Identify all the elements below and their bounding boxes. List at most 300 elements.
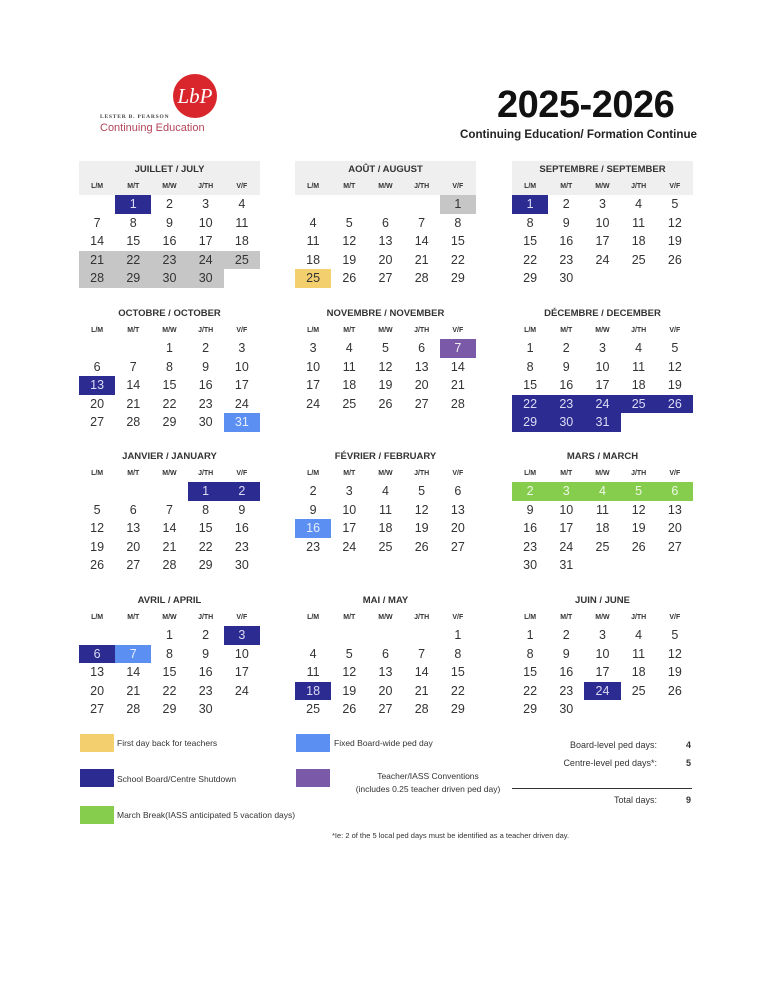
day-cell: 30 xyxy=(548,413,584,432)
legend-swatch-march-break xyxy=(80,806,114,824)
day-cell: 14 xyxy=(90,234,105,248)
week-row xyxy=(79,251,260,270)
week-row xyxy=(512,556,693,575)
month-4 xyxy=(79,305,260,432)
day-cell: 18 xyxy=(295,682,331,701)
day-cell: 20 xyxy=(378,252,393,267)
day-cell xyxy=(79,626,115,645)
day-cell: 12 xyxy=(414,502,429,517)
month-header xyxy=(295,161,476,195)
month-title: AVRIL / APRIL xyxy=(137,595,202,606)
day-cell: 21 xyxy=(450,378,465,392)
day-cell: 6 xyxy=(454,484,462,498)
week-row xyxy=(295,251,476,270)
day-cell: 26 xyxy=(414,539,429,554)
day-cell: 19 xyxy=(631,521,646,535)
day-cell: 25 xyxy=(631,252,646,267)
weekday-label: M/W xyxy=(595,470,610,477)
day-cell xyxy=(657,556,693,575)
weekday-label: M/T xyxy=(560,470,573,477)
weekday-label: J/TH xyxy=(414,614,430,621)
total-days-value: 9 xyxy=(686,795,692,805)
day-cell: 23 xyxy=(306,539,321,554)
day-cell: 22 xyxy=(198,539,213,554)
week-row xyxy=(512,195,693,214)
month-header xyxy=(512,161,693,195)
day-cell: 14 xyxy=(126,378,141,392)
day-cell: 22 xyxy=(162,396,177,411)
day-cell: 13 xyxy=(667,502,682,517)
weekday-label: J/TH xyxy=(414,470,430,477)
legend-swatch-first-day xyxy=(80,734,114,752)
day-cell: 5 xyxy=(621,482,657,501)
day-cell: 7 xyxy=(93,215,101,230)
day-cell: 15 xyxy=(523,378,538,392)
day-cell: 18 xyxy=(631,665,646,679)
weekday-label: M/T xyxy=(343,327,356,334)
day-cell: 29 xyxy=(523,271,538,285)
weekday-label: M/T xyxy=(560,614,573,621)
centre-ped-days-label: Centre-level ped days*: xyxy=(563,758,657,768)
day-cell: 2 xyxy=(562,341,570,355)
month-header xyxy=(79,305,260,339)
day-cell: 11 xyxy=(595,502,609,517)
month-10 xyxy=(79,592,260,719)
day-cell: 15 xyxy=(162,665,177,679)
day-cell: 22 xyxy=(523,683,538,698)
day-cell: 10 xyxy=(198,215,213,230)
day-cell: 19 xyxy=(667,234,682,248)
day-cell: 16 xyxy=(559,378,574,392)
weekday-row xyxy=(512,322,693,337)
logo-program-name: Continuing Education xyxy=(100,122,205,134)
logo-badge: LbP xyxy=(173,74,217,118)
week-row xyxy=(295,700,476,719)
day-cell xyxy=(331,195,367,214)
day-cell: 25 xyxy=(295,269,331,288)
weekday-label: L/M xyxy=(524,327,537,334)
week-row xyxy=(79,395,260,414)
day-cell xyxy=(621,700,657,719)
week-row xyxy=(79,214,260,233)
weekday-label: L/M xyxy=(524,614,537,621)
day-cell xyxy=(224,700,260,719)
day-cell: 12 xyxy=(342,665,357,679)
day-cell: 8 xyxy=(165,359,173,374)
day-cell: 5 xyxy=(418,484,426,498)
day-cell: 26 xyxy=(667,683,682,698)
day-cell xyxy=(584,556,620,575)
day-cell: 28 xyxy=(414,702,429,716)
day-cell: 17 xyxy=(234,665,249,679)
day-cell: 27 xyxy=(667,539,682,554)
logo xyxy=(95,70,255,140)
day-cell: 31 xyxy=(559,558,574,572)
day-cell xyxy=(295,626,331,645)
weekday-label: V/F xyxy=(452,614,464,621)
day-cell: 14 xyxy=(414,234,429,248)
day-cell: 30 xyxy=(151,269,187,288)
day-cell: 7 xyxy=(418,646,426,661)
day-cell: 2 xyxy=(202,341,210,355)
day-cell xyxy=(367,195,403,214)
day-cell: 4 xyxy=(238,197,246,211)
day-cell: 24 xyxy=(234,396,249,411)
week-row xyxy=(79,339,260,358)
month-header xyxy=(512,592,693,626)
weekday-label: M/W xyxy=(162,614,177,621)
day-cell: 25 xyxy=(631,683,646,698)
day-cell: 13 xyxy=(414,359,429,374)
day-cell: 8 xyxy=(526,646,534,661)
day-cell: 12 xyxy=(90,521,105,535)
day-cell xyxy=(584,269,620,288)
weekday-label: M/W xyxy=(595,614,610,621)
weekday-label: M/T xyxy=(127,327,140,334)
day-cell: 17 xyxy=(595,378,610,392)
day-cell: 26 xyxy=(657,395,693,414)
day-cell: 24 xyxy=(595,252,610,267)
footnote: *Ie: 2 of the 5 local ped days must be identified as a teacher driven day. xyxy=(332,831,570,840)
day-cell xyxy=(115,482,151,501)
day-cell: 18 xyxy=(631,378,646,392)
day-cell: 22 xyxy=(450,252,465,267)
weekday-label: M/W xyxy=(162,470,177,477)
month-title: JUILLET / JULY xyxy=(134,164,205,175)
day-cell: 12 xyxy=(631,502,646,517)
weekday-label: L/M xyxy=(307,614,320,621)
weekday-label: J/TH xyxy=(414,183,430,190)
day-cell: 24 xyxy=(342,539,357,554)
day-cell: 27 xyxy=(90,702,105,716)
day-cell: 2 xyxy=(562,628,570,642)
weekday-label: M/W xyxy=(595,327,610,334)
day-cell xyxy=(657,413,693,432)
day-cell: 28 xyxy=(162,558,177,572)
month-title: DÉCEMBRE / DECEMBER xyxy=(544,308,661,319)
day-cell: 26 xyxy=(667,252,682,267)
month-title: SEPTEMBRE / SEPTEMBER xyxy=(539,164,666,175)
month-6 xyxy=(512,305,693,432)
weekday-label: J/TH xyxy=(198,327,214,334)
week-row xyxy=(512,395,693,414)
day-cell: 16 xyxy=(523,521,538,535)
day-cell: 9 xyxy=(202,359,210,374)
day-cell: 9 xyxy=(562,215,570,230)
day-cell: 12 xyxy=(667,215,682,230)
day-cell: 9 xyxy=(309,502,317,517)
day-cell: 5 xyxy=(345,215,353,230)
day-cell: 31 xyxy=(224,413,260,432)
weekday-label: V/F xyxy=(236,327,248,334)
day-cell: 1 xyxy=(526,628,534,642)
day-cell xyxy=(79,339,115,358)
weekday-label: J/TH xyxy=(631,183,647,190)
day-cell: 25 xyxy=(595,539,610,554)
day-cell: 1 xyxy=(512,195,548,214)
day-cell: 4 xyxy=(635,197,643,211)
day-cell: 8 xyxy=(526,359,534,374)
total-days-label: Total days: xyxy=(613,795,657,805)
day-cell: 23 xyxy=(198,396,213,411)
week-row xyxy=(295,663,476,682)
day-cell xyxy=(151,482,187,501)
day-cell: 23 xyxy=(559,252,574,267)
day-cell: 7 xyxy=(165,502,173,517)
day-cell: 14 xyxy=(162,521,177,535)
day-cell: 21 xyxy=(126,683,141,698)
day-cell: 4 xyxy=(345,341,353,355)
day-cell: 26 xyxy=(342,702,357,716)
day-cell: 4 xyxy=(635,628,643,642)
weekday-label: J/TH xyxy=(631,470,647,477)
day-cell: 22 xyxy=(523,252,538,267)
weekday-label: J/TH xyxy=(198,470,214,477)
day-cell: 19 xyxy=(342,683,357,698)
day-cell: 11 xyxy=(306,665,320,679)
weekday-row xyxy=(79,178,260,193)
day-cell: 30 xyxy=(198,702,213,716)
month-header xyxy=(79,448,260,482)
day-cell: 10 xyxy=(559,502,574,517)
weekday-label: V/F xyxy=(236,183,248,190)
day-cell: 6 xyxy=(79,645,115,664)
month-title: OCTOBRE / OCTOBER xyxy=(118,308,221,319)
month-header xyxy=(295,592,476,626)
day-cell: 11 xyxy=(632,359,646,374)
day-cell: 14 xyxy=(450,359,465,374)
weekday-label: J/TH xyxy=(198,614,214,621)
week-row xyxy=(512,251,693,270)
day-cell: 3 xyxy=(345,484,353,498)
week-row xyxy=(512,413,693,432)
weekday-label: V/F xyxy=(669,614,681,621)
day-cell: 7 xyxy=(418,215,426,230)
day-cell: 31 xyxy=(584,413,620,432)
week-row xyxy=(512,700,693,719)
month-title: MAI / MAY xyxy=(362,595,409,606)
weekday-label: V/F xyxy=(236,470,248,477)
totals-divider xyxy=(512,788,692,789)
legend-swatch-conventions xyxy=(296,769,330,787)
day-cell: 10 xyxy=(234,646,249,661)
day-cell: 5 xyxy=(93,502,101,517)
day-cell: 6 xyxy=(129,502,137,517)
weekday-label: L/M xyxy=(91,614,104,621)
day-cell xyxy=(115,626,151,645)
month-header xyxy=(295,305,476,339)
legend-swatch-board-ped-day xyxy=(296,734,330,752)
month-9 xyxy=(512,448,693,575)
day-cell: 25 xyxy=(621,395,657,414)
day-cell: 17 xyxy=(559,521,574,535)
day-cell: 24 xyxy=(306,396,321,411)
day-cell: 23 xyxy=(523,539,538,554)
day-cell: 26 xyxy=(90,558,105,572)
weekday-row xyxy=(79,609,260,624)
day-cell: 29 xyxy=(115,269,151,288)
day-cell: 23 xyxy=(548,395,584,414)
week-row xyxy=(79,482,260,501)
day-cell: 9 xyxy=(562,646,570,661)
day-cell: 3 xyxy=(548,482,584,501)
month-title: JUIN / JUNE xyxy=(575,595,630,606)
day-cell: 27 xyxy=(414,396,429,411)
day-cell: 15 xyxy=(523,234,538,248)
day-cell: 6 xyxy=(381,646,389,661)
day-cell: 27 xyxy=(450,539,465,554)
month-1 xyxy=(79,161,260,288)
day-cell: 3 xyxy=(238,341,246,355)
day-cell: 16 xyxy=(198,665,213,679)
day-cell: 15 xyxy=(450,665,465,679)
week-row xyxy=(512,269,693,288)
weekday-label: M/W xyxy=(378,614,393,621)
day-cell: 30 xyxy=(559,271,574,285)
weekday-row xyxy=(295,322,476,337)
day-cell: 16 xyxy=(559,234,574,248)
day-cell: 1 xyxy=(440,195,476,214)
day-cell: 19 xyxy=(414,521,429,535)
month-12 xyxy=(512,592,693,719)
board-ped-days-value: 4 xyxy=(686,740,692,750)
logo-org-name: LESTER B. PEARSON xyxy=(100,114,170,120)
day-cell: 3 xyxy=(202,197,210,211)
day-cell: 29 xyxy=(450,702,465,716)
day-cell: 3 xyxy=(224,626,260,645)
day-cell: 22 xyxy=(512,395,548,414)
weekday-label: M/T xyxy=(127,614,140,621)
day-cell: 14 xyxy=(126,665,141,679)
day-cell: 29 xyxy=(162,702,177,716)
weekday-label: M/T xyxy=(560,183,573,190)
week-row xyxy=(79,269,260,288)
week-row xyxy=(79,663,260,682)
day-cell: 25 xyxy=(224,251,260,270)
day-cell: 8 xyxy=(165,646,173,661)
day-cell: 29 xyxy=(198,558,213,572)
week-row xyxy=(79,501,260,520)
week-row xyxy=(512,232,693,251)
legend-label-conventions xyxy=(348,771,508,794)
day-cell xyxy=(79,482,115,501)
day-cell: 5 xyxy=(671,197,679,211)
weekday-label: M/T xyxy=(560,327,573,334)
day-cell: 12 xyxy=(667,646,682,661)
weekday-row xyxy=(512,609,693,624)
week-row xyxy=(79,700,260,719)
week-row xyxy=(295,395,476,414)
day-cell: 30 xyxy=(523,558,538,572)
month-title: MARS / MARCH xyxy=(566,451,639,462)
weekday-label: V/F xyxy=(452,327,464,334)
day-cell: 2 xyxy=(309,484,317,498)
month-title: FÉVRIER / FEBRUARY xyxy=(334,451,437,462)
day-cell: 21 xyxy=(414,252,429,267)
week-row xyxy=(295,339,476,358)
weekday-label: L/M xyxy=(307,327,320,334)
day-cell: 13 xyxy=(79,376,115,395)
day-cell: 3 xyxy=(598,341,606,355)
month-2 xyxy=(295,161,476,288)
day-cell: 2 xyxy=(165,197,173,211)
legend-label-march-break: March Break(IASS anticipated 5 vacation days) xyxy=(117,810,296,820)
day-cell: 27 xyxy=(126,558,141,572)
day-cell: 25 xyxy=(342,396,357,411)
day-cell: 6 xyxy=(657,482,693,501)
day-cell: 8 xyxy=(454,646,462,661)
week-row xyxy=(295,645,476,664)
weekday-label: M/W xyxy=(162,327,177,334)
weekday-label: L/M xyxy=(524,470,537,477)
day-cell: 24 xyxy=(584,682,620,701)
week-row xyxy=(79,358,260,377)
week-row xyxy=(512,376,693,395)
day-cell: 29 xyxy=(523,702,538,716)
week-row xyxy=(79,232,260,251)
day-cell xyxy=(79,195,115,214)
weekday-label: L/M xyxy=(307,470,320,477)
legend-label-board-ped-day: Fixed Board-wide ped day xyxy=(334,738,433,748)
day-cell: 1 xyxy=(165,628,173,642)
weekday-label: L/M xyxy=(91,327,104,334)
day-cell: 7 xyxy=(440,339,476,358)
day-cell: 29 xyxy=(512,413,548,432)
day-cell: 19 xyxy=(667,665,682,679)
day-cell: 30 xyxy=(234,558,249,572)
week-row xyxy=(79,626,260,645)
day-cell: 7 xyxy=(115,645,151,664)
day-cell: 8 xyxy=(454,215,462,230)
day-cell: 9 xyxy=(562,359,570,374)
day-cell: 20 xyxy=(126,539,141,554)
weekday-row xyxy=(79,322,260,337)
weekday-label: M/W xyxy=(378,327,393,334)
day-cell: 4 xyxy=(635,341,643,355)
day-cell: 6 xyxy=(93,359,101,374)
week-row xyxy=(512,645,693,664)
day-cell: 28 xyxy=(126,702,141,716)
day-cell: 28 xyxy=(450,396,465,411)
day-cell xyxy=(367,626,403,645)
day-cell: 11 xyxy=(632,215,646,230)
day-cell: 11 xyxy=(306,234,320,248)
day-cell: 21 xyxy=(126,396,141,411)
day-cell: 13 xyxy=(378,234,393,248)
day-cell: 18 xyxy=(595,521,610,535)
day-cell: 22 xyxy=(115,251,151,270)
day-cell: 2 xyxy=(512,482,548,501)
day-cell: 28 xyxy=(126,415,141,429)
month-11 xyxy=(295,592,476,719)
day-cell xyxy=(224,269,260,288)
day-cell: 19 xyxy=(90,539,105,554)
month-title: AOÛT / AUGUST xyxy=(348,164,423,175)
month-header xyxy=(512,305,693,339)
day-cell: 25 xyxy=(378,539,393,554)
day-cell: 26 xyxy=(378,396,393,411)
day-cell: 3 xyxy=(598,628,606,642)
legend-label-first-day: First day back for teachers xyxy=(117,738,218,748)
day-cell: 27 xyxy=(378,271,393,285)
day-cell: 18 xyxy=(631,234,646,248)
weekday-label: J/TH xyxy=(198,183,214,190)
week-row xyxy=(79,556,260,575)
week-row xyxy=(512,626,693,645)
day-cell: 1 xyxy=(454,628,462,642)
weekday-label: V/F xyxy=(452,183,464,190)
day-cell: 10 xyxy=(306,359,321,374)
